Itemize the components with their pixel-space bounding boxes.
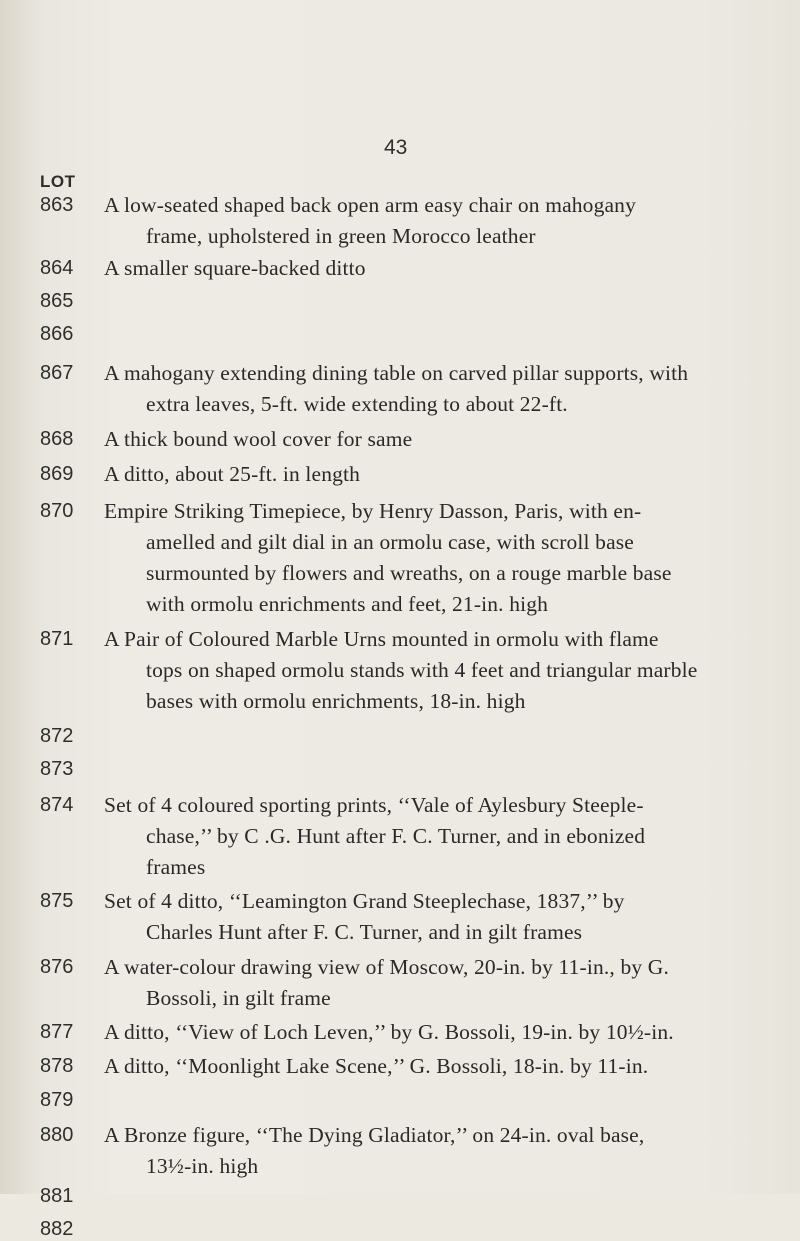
lot-number: 864 [40,257,74,279]
lot-number: 881 [40,1185,74,1207]
lot-number: 876 [40,956,74,978]
lot-number: 874 [40,794,74,816]
description-line: Set of 4 ditto, ‘‘Leamington Grand Steeplechase, 1837,’’ by [104,889,625,913]
lot-description [104,253,794,284]
description-line: A thick bound wool cover for same [104,427,413,451]
description-line: A Bronze figure, ‘‘The Dying Gladiator,’’ on 24-in. oval base, [104,1123,645,1147]
description-line: A mahogany extending dining table on carved pillar supports, with [104,361,689,385]
description-line: surmounted by flowers and wreaths, on a rouge marble base [146,561,672,585]
lot-description [104,190,794,252]
description-line: tops on shaped ormolu stands with 4 feet and triangular marble [146,658,698,682]
description-line: A Pair of Coloured Marble Urns mounted in ormolu with flame [104,627,659,651]
description-line: A low-seated shaped back open arm easy chair on mahogany [104,193,636,217]
lot-number: 868 [40,428,74,450]
lot-number: 879 [40,1089,74,1111]
lot-column-header: LOT [40,172,76,191]
description-line: extra leaves, 5-ft. wide extending to about 22-ft. [146,392,568,416]
lot-number: 877 [40,1021,74,1043]
page-number: 43 [384,136,408,159]
lot-description [104,424,794,455]
description-line: Charles Hunt after F. C. Turner, and in gilt frames [146,920,583,944]
lot-number: 878 [40,1055,74,1077]
lot-number: 869 [40,463,74,485]
lot-description [104,624,794,717]
description-line: 13½-in. high [146,1154,259,1178]
lot-description [104,1051,794,1082]
description-line: A water-colour drawing view of Moscow, 20-in. by 11-in., by G. [104,955,669,979]
lot-description [104,358,794,420]
description-line: with ormolu enrichments and feet, 21-in. high [146,592,549,616]
description-line: chase,’’ by C .G. Hunt after F. C. Turner, and in ebonized [146,824,646,848]
description-line: A smaller square-backed ditto [104,256,366,280]
lot-number: 865 [40,290,74,312]
lot-number: 870 [40,500,74,522]
lot-description [104,459,794,490]
lot-description [104,952,794,1014]
description-line: amelled and gilt dial in an ormolu case, with scroll base [146,530,634,554]
lot-number: 875 [40,890,74,912]
lot-number: 872 [40,725,74,747]
description-line: Bossoli, in gilt frame [146,986,331,1010]
lot-description [104,1120,794,1182]
lot-number: 866 [40,323,74,345]
lot-number: 863 [40,194,74,216]
lot-number: 873 [40,758,74,780]
lot-description [104,790,794,883]
description-line: frames [146,855,206,879]
description-line: A ditto, ‘‘View of Loch Leven,’’ by G. Bossoli, 19-in. by 10½-in. [104,1020,674,1044]
lot-description [104,886,794,948]
lot-description [104,496,794,620]
description-line: bases with ormolu enrichments, 18-in. high [146,689,526,713]
description-line: Set of 4 coloured sporting prints, ‘‘Vale of Aylesbury Steeple- [104,793,644,817]
lot-number: 880 [40,1124,74,1146]
lot-number: 871 [40,628,74,650]
description-line: A ditto, about 25-ft. in length [104,462,361,486]
description-line: frame, upholstered in green Morocco leather [146,224,536,248]
description-line: A ditto, ‘‘Moonlight Lake Scene,’’ G. Bossoli, 18-in. by 11-in. [104,1054,649,1078]
description-line: Empire Striking Timepiece, by Henry Dasson, Paris, with en- [104,499,642,523]
lot-number: 867 [40,362,74,384]
lot-number: 882 [40,1218,74,1240]
lot-description [104,1017,794,1048]
